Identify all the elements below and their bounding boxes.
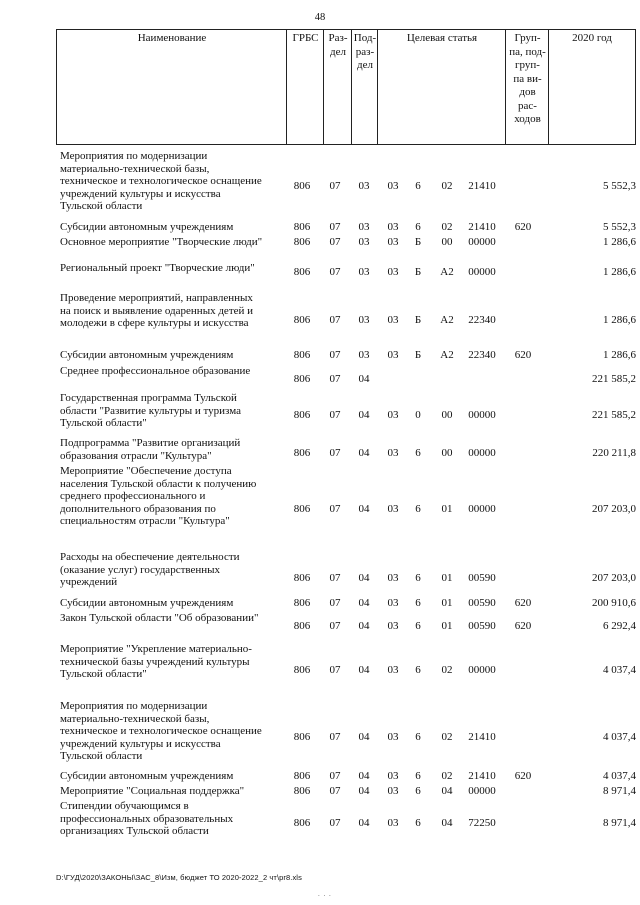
cell-grbs: 806 [293, 597, 311, 609]
cell-c2: Б [414, 266, 422, 278]
cell-pr: 04 [358, 503, 370, 515]
cell-c4: 00000 [468, 503, 496, 515]
cell-pr: 03 [358, 180, 370, 192]
cell-amount: 1 286,6 [603, 314, 636, 326]
cell-rz: 07 [329, 572, 341, 584]
cell-c1: 03 [387, 664, 399, 676]
cell-c4: 21410 [468, 221, 496, 233]
cell-c4: 00000 [468, 236, 496, 248]
cell-rz: 07 [329, 731, 341, 743]
cell-pr: 04 [358, 597, 370, 609]
cell-pr: 03 [358, 349, 370, 361]
cell-c3: 00 [441, 447, 453, 459]
cell-grbs: 806 [293, 349, 311, 361]
row-name: Государственная программа Тульской области "Развитие культуры и туризма Тульской области" [60, 392, 242, 429]
row-name: Среднее профессиональное образование [60, 365, 251, 377]
cell-c4: 00000 [468, 409, 496, 421]
cell-amount: 207 203,0 [592, 503, 636, 515]
cell-pr: 03 [358, 236, 370, 248]
cell-c4: 00000 [468, 785, 496, 797]
cell-c4: 72250 [468, 817, 496, 829]
cell-grbs: 806 [293, 731, 311, 743]
cell-c3: 04 [441, 817, 453, 829]
cell-c4: 00000 [468, 447, 496, 459]
cell-c3: 02 [441, 731, 453, 743]
row-name: Региональный проект "Творческие люди" [60, 262, 255, 274]
cell-amount: 221 585,2 [592, 409, 636, 421]
cell-c3: 00 [441, 409, 453, 421]
cell-c2: 6 [415, 731, 421, 743]
cell-c2: Б [414, 314, 422, 326]
cell-amount: 200 910,6 [592, 597, 636, 609]
cell-amount: 8 971,4 [603, 785, 636, 797]
cell-c4: 21410 [468, 180, 496, 192]
cell-rz: 07 [329, 785, 341, 797]
cell-grbs: 806 [293, 409, 311, 421]
cell-amount: 1 286,6 [603, 349, 636, 361]
cell-c1: 03 [387, 266, 399, 278]
cell-amount: 4 037,4 [603, 664, 636, 676]
cell-c1: 03 [387, 731, 399, 743]
cell-grbs: 806 [293, 785, 311, 797]
header-razdel-label: Раз- дел [328, 32, 348, 58]
cell-rz: 07 [329, 664, 341, 676]
cell-amount: 4 037,4 [603, 731, 636, 743]
cell-c4: 00590 [468, 572, 496, 584]
cell-c2: 6 [415, 785, 421, 797]
cell-c1: 03 [387, 785, 399, 797]
header-target-article [377, 29, 506, 145]
row-name: Субсидии автономным учреждениям [60, 597, 234, 609]
cell-pr: 03 [358, 221, 370, 233]
cell-c3: 02 [441, 664, 453, 676]
cell-grbs: 806 [293, 221, 311, 233]
cell-pr: 04 [358, 409, 370, 421]
cell-c2: 6 [415, 597, 421, 609]
row-name: Стипендии обучающимся в профессиональных образовательных организациях Тульской области [60, 800, 234, 837]
header-name-label: Наименование [137, 32, 207, 44]
cell-c2: 0 [415, 409, 421, 421]
row-name: Субсидии автономным учреждениям [60, 349, 234, 361]
cell-rz: 07 [329, 180, 341, 192]
file-path-footer: D:\ГУД\2020\ЗАКОНЫ\ЗАС_8\Изм, бюджет ТО 2020-2022_2 чт\pr8.xls [56, 873, 302, 882]
cell-c3: 01 [441, 620, 453, 632]
cell-rz: 07 [329, 221, 341, 233]
cell-rz: 07 [329, 503, 341, 515]
cell-c1: 03 [387, 409, 399, 421]
cell-c4: 22340 [468, 349, 496, 361]
cell-pr: 04 [358, 373, 370, 385]
cell-c2: 6 [415, 221, 421, 233]
cell-c2: 6 [415, 620, 421, 632]
cell-c2: 6 [415, 503, 421, 515]
cell-amount: 1 286,6 [603, 266, 636, 278]
row-name: Мероприятия по модернизации материально-технической базы, техническое и технологическое оснащение учреждений культуры и искусства Тульской области [60, 700, 262, 762]
header-year-label: 2020 год [572, 32, 612, 44]
row-name: Мероприятия по модернизации материально-технической базы, техническое и технологическое оснащение учреждений культуры и искусства Тульской области [60, 150, 262, 212]
header-podrazdel [351, 29, 378, 145]
cell-rz: 07 [329, 314, 341, 326]
cell-c1: 03 [387, 447, 399, 459]
cell-vr: 620 [514, 620, 532, 632]
cell-rz: 07 [329, 597, 341, 609]
cell-pr: 03 [358, 314, 370, 326]
cell-grbs: 806 [293, 266, 311, 278]
cell-c1: 03 [387, 314, 399, 326]
cell-c1: 03 [387, 620, 399, 632]
header-razdel [323, 29, 352, 145]
header-grbs [286, 29, 324, 145]
cell-c2: 6 [415, 770, 421, 782]
cell-rz: 07 [329, 236, 341, 248]
cell-c4: 00000 [468, 266, 496, 278]
cell-vr: 620 [514, 221, 532, 233]
cell-c1: 03 [387, 770, 399, 782]
row-name: Мероприятие "Обеспечение доступа населения Тульской области к получению среднего профессионального и дополнительного образования по специальностям отрасли "Культура" [60, 465, 257, 527]
page-number: 48 [314, 12, 326, 23]
header-target-article-label: Целевая статья [406, 32, 478, 44]
cell-grbs: 806 [293, 817, 311, 829]
row-name: Подпрограмма "Развитие организаций образования отрасли "Культура" [60, 437, 241, 462]
row-name: Расходы на обеспечение деятельности (оказание услуг) государственных учреждений [60, 551, 240, 588]
cell-amount: 6 292,4 [603, 620, 636, 632]
header-expense-group [505, 29, 549, 145]
cell-c3: 02 [441, 180, 453, 192]
cell-grbs: 806 [293, 503, 311, 515]
cell-pr: 04 [358, 447, 370, 459]
cell-pr: 04 [358, 770, 370, 782]
cell-c2: Б [414, 349, 422, 361]
cell-amount: 1 286,6 [603, 236, 636, 248]
cell-amount: 5 552,3 [603, 221, 636, 233]
cell-grbs: 806 [293, 572, 311, 584]
cell-grbs: 806 [293, 180, 311, 192]
cell-c2: 6 [415, 664, 421, 676]
cell-amount: 5 552,3 [603, 180, 636, 192]
cell-c4: 21410 [468, 770, 496, 782]
cell-c3: А2 [440, 349, 454, 361]
cell-amount: 207 203,0 [592, 572, 636, 584]
cell-rz: 07 [329, 620, 341, 632]
cell-vr: 620 [514, 597, 532, 609]
cell-pr: 04 [358, 817, 370, 829]
cell-rz: 07 [329, 266, 341, 278]
row-name: Мероприятие "Укрепление материально- технической базы учреждений культуры Тульской области" [60, 643, 252, 680]
cell-amount: 220 211,8 [592, 447, 636, 459]
cell-c3: А2 [440, 266, 454, 278]
cell-c1: 03 [387, 221, 399, 233]
cell-c3: 02 [441, 770, 453, 782]
cell-amount: 221 585,2 [592, 373, 636, 385]
cell-c3: 01 [441, 503, 453, 515]
cell-c4: 00590 [468, 620, 496, 632]
cell-rz: 07 [329, 770, 341, 782]
cell-c3: 01 [441, 597, 453, 609]
cell-rz: 07 [329, 349, 341, 361]
cell-pr: 04 [358, 785, 370, 797]
cell-c1: 03 [387, 817, 399, 829]
cell-rz: 07 [329, 447, 341, 459]
row-name: Проведение мероприятий, направленных на поиск и выявление одаренных детей и молодежи в сфере культуры и искусства [60, 292, 254, 329]
cell-rz: 07 [329, 409, 341, 421]
cell-c1: 03 [387, 236, 399, 248]
cell-c3: 01 [441, 572, 453, 584]
row-name: Закон Тульской области "Об образовании" [60, 612, 259, 624]
cell-c2: 6 [415, 447, 421, 459]
cell-c1: 03 [387, 597, 399, 609]
cell-grbs: 806 [293, 236, 311, 248]
row-name: Основное мероприятие "Творческие люди" [60, 236, 263, 248]
cell-c4: 21410 [468, 731, 496, 743]
footer-marks: . . . [318, 890, 332, 898]
cell-c2: 6 [415, 180, 421, 192]
cell-c3: 00 [441, 236, 453, 248]
cell-c1: 03 [387, 503, 399, 515]
row-name: Субсидии автономным учреждениям [60, 770, 234, 782]
cell-rz: 07 [329, 373, 341, 385]
cell-grbs: 806 [293, 664, 311, 676]
cell-c1: 03 [387, 180, 399, 192]
cell-pr: 04 [358, 731, 370, 743]
cell-grbs: 806 [293, 620, 311, 632]
cell-amount: 8 971,4 [603, 817, 636, 829]
cell-amount: 4 037,4 [603, 770, 636, 782]
header-podrazdel-label: Под- раз- дел [353, 32, 377, 71]
cell-c3: 02 [441, 221, 453, 233]
cell-c1: 03 [387, 349, 399, 361]
cell-c3: А2 [440, 314, 454, 326]
cell-grbs: 806 [293, 447, 311, 459]
cell-pr: 04 [358, 664, 370, 676]
cell-grbs: 806 [293, 770, 311, 782]
header-year [548, 29, 636, 145]
cell-c2: Б [414, 236, 422, 248]
cell-pr: 04 [358, 620, 370, 632]
cell-vr: 620 [514, 349, 532, 361]
cell-c3: 04 [441, 785, 453, 797]
row-name: Субсидии автономным учреждениям [60, 221, 234, 233]
cell-pr: 03 [358, 266, 370, 278]
header-expense-group-label: Груп- па, под- груп- па ви- дов рас- ходов [509, 32, 546, 125]
cell-vr: 620 [514, 770, 532, 782]
cell-rz: 07 [329, 817, 341, 829]
header-name [56, 29, 287, 145]
cell-c4: 00590 [468, 597, 496, 609]
cell-c2: 6 [415, 817, 421, 829]
cell-grbs: 806 [293, 314, 311, 326]
header-grbs-label: ГРБС [292, 32, 319, 44]
cell-c4: 22340 [468, 314, 496, 326]
cell-grbs: 806 [293, 373, 311, 385]
cell-c1: 03 [387, 572, 399, 584]
cell-c4: 00000 [468, 664, 496, 676]
row-name: Мероприятие "Социальная поддержка" [60, 785, 245, 797]
cell-pr: 04 [358, 572, 370, 584]
cell-c2: 6 [415, 572, 421, 584]
